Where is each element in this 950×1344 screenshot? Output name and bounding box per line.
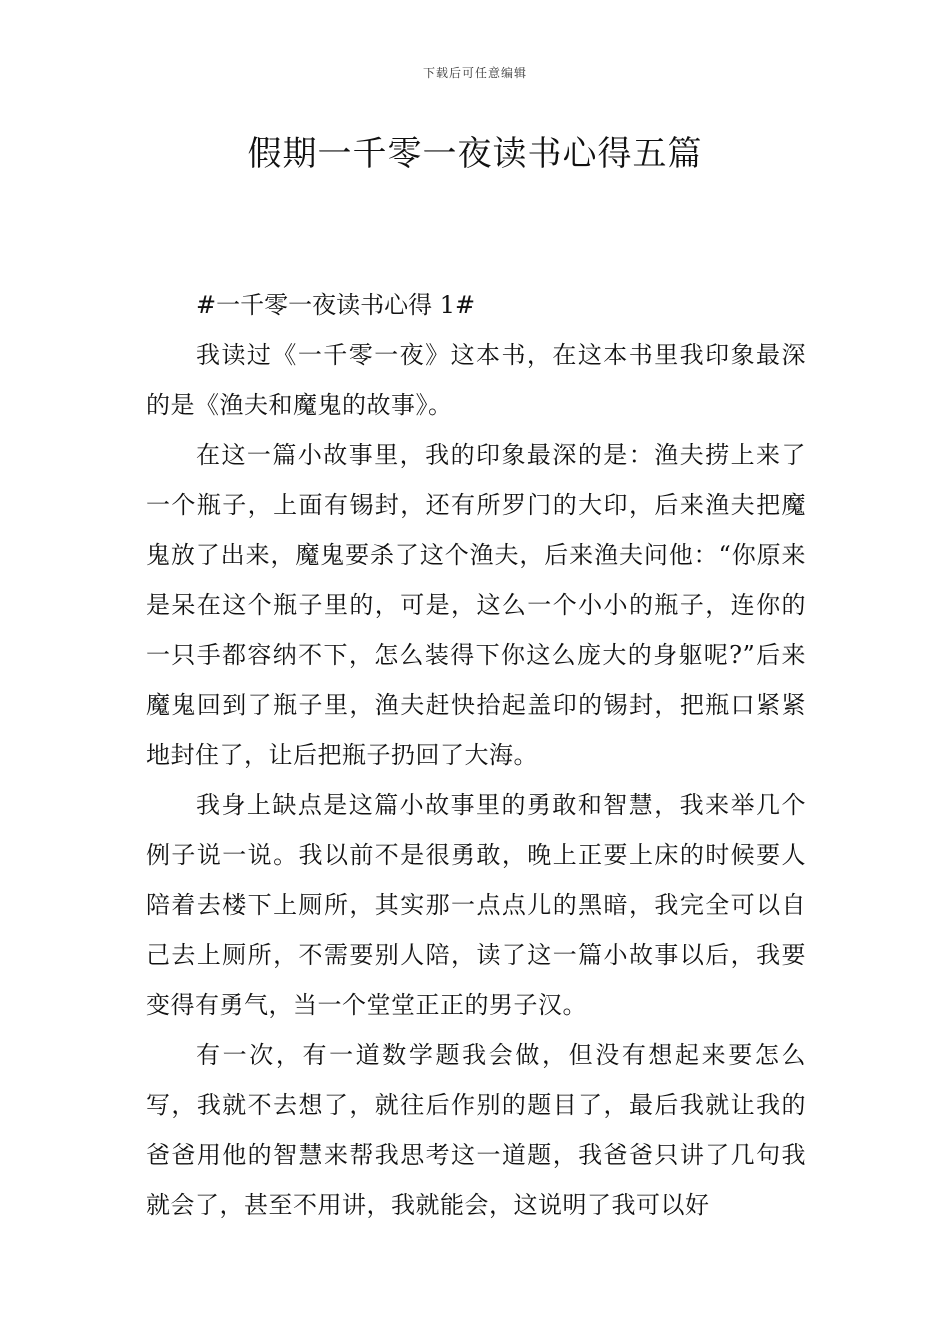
document-title: 假期一千零一夜读书心得五篇	[247, 134, 703, 174]
paragraph-2: 在这一篇小故事里，我的印象最深的是：渔夫捞上来了一个瓶子，上面有锡封，还有所罗门的大印，后来渔夫把魔鬼放了出来，魔鬼要杀了这个渔夫，后来渔夫问他：“你原来是呆在这个瓶子里的，可是，这么一个小小的瓶子，连你的一只手都容纳不下，怎么装得下你这么庞大的身躯呢?”后来魔鬼回到了瓶子里，渔夫赶快拾起盖印的锡封，把瓶口紧紧地封住了，让后把瓶子扔回了大海。	[146, 441, 806, 769]
header-note: 下载后可任意编辑	[422, 66, 527, 80]
paragraph-1: 我读过《一千零一夜》这本书，在这本书里我印象最深的是《渔夫和魔鬼的故事》。	[146, 341, 806, 419]
section-heading: #一千零一夜读书心得 1#	[196, 291, 476, 319]
paragraph-3: 我身上缺点是这篇小故事里的勇敢和智慧，我来举几个例子说一说。我以前不是很勇敢，晚上正要上床的时候要人陪着去楼下上厕所，其实那一点点儿的黑暗，我完全可以自己去上厕所，不需要别人陪，读了这一篇小故事以后，我要变得有勇气，当一个堂堂正正的男子汉。	[146, 791, 806, 1019]
document-body	[146, 280, 806, 1230]
paragraph-4: 有一次，有一道数学题我会做，但没有想起来要怎么写，我就不去想了，就往后作别的题目了，最后我就让我的爸爸用他的智慧来帮我思考这一道题，我爸爸只讲了几句我就会了，甚至不用讲，我就能会，这说明了我可以好	[146, 1041, 806, 1219]
